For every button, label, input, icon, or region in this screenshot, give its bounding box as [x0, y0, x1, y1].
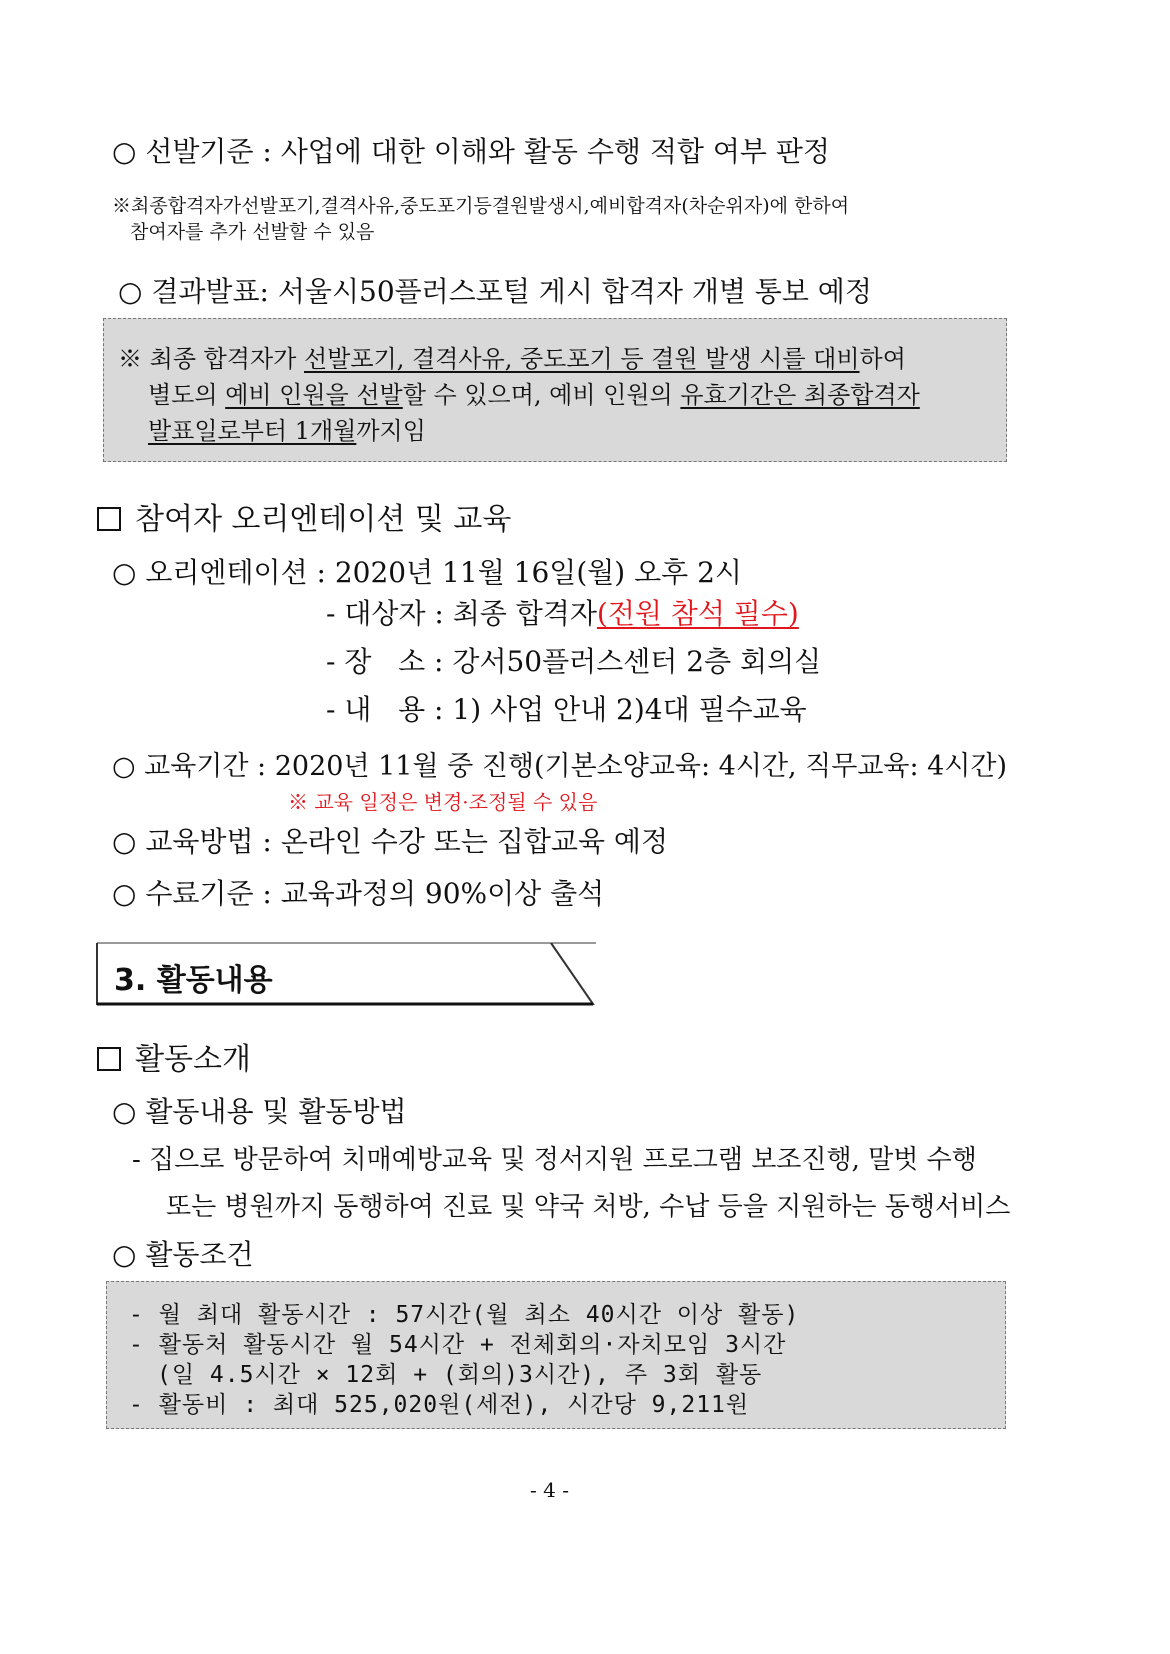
reserve-note-box [103, 318, 1007, 462]
activity-conditions-label: ○ 활동조건 [112, 1238, 254, 1271]
checkbox-square-icon [97, 507, 121, 531]
orientation-date: ○ 오리엔테이션 : 2020년 11월 16일(월) 오후 2시 [112, 556, 742, 589]
checkbox-square-icon [97, 1047, 121, 1071]
activity-heading-text: 활동소개 [135, 1042, 251, 1077]
condition-line4: - 활동비 : 최대 525,020원(세전), 시간당 9,211원 [129, 1392, 750, 1418]
orientation-heading-text: 참여자 오리엔테이션 및 교육 [135, 502, 512, 537]
reserve-note-underlined: 선발포기, 결격사유, 중도포기 등 결원 발생 시를 대비 [304, 345, 860, 373]
activity-heading [97, 1034, 251, 1078]
education-note: ※ 교육 일정은 변경·조정될 수 있음 [288, 790, 598, 814]
reserve-note-b: 할 수 있으며, 예비 인원의 [402, 381, 681, 409]
orientation-target [326, 592, 799, 632]
orientation-content: - 내 용 : 1) 사업 안내 2)4대 필수교육 [326, 693, 807, 726]
activity-description-line2: 또는 병원까지 동행하여 진료 및 약국 처방, 수납 등을 지원하는 동행서비스 [166, 1192, 1011, 1222]
reserve-note-line1 [118, 339, 906, 374]
reserve-note-underlined-4: 발표일로부터 1개월 [148, 417, 357, 445]
selection-note-line2: 참여자를 추가 선발할 수 있음 [130, 221, 375, 243]
orientation-place: - 장 소 : 강서50플러스센터 2층 회의실 [326, 645, 822, 678]
education-period: ○ 교육기간 : 2020년 11월 중 진행(기본소양교육: 4시간, 직무교육: 4시간) [112, 751, 1008, 782]
condition-line2: - 활동처 활동시간 월 54시간 + 전체회의·자치모임 3시간 [129, 1332, 787, 1358]
reserve-note-underlined-3: 유효기간은 최종합격자 [680, 381, 920, 409]
education-method: ○ 교육방법 : 온라인 수강 또는 집합교육 예정 [112, 825, 668, 858]
conditions-box [106, 1281, 1006, 1429]
selection-note-line1: ※최종합격자가선발포기,결격사유,중도포기등결원발생시,예비합격자(차순위자)에 한하여 [112, 195, 850, 217]
condition-line1: - 월 최대 활동시간 : 57시간(월 최소 40시간 이상 활동) [129, 1302, 800, 1328]
reserve-note-line3 [148, 411, 426, 446]
completion-criteria: ○ 수료기준 : 교육과정의 90%이상 출석 [112, 877, 605, 910]
reserve-note-line2 [148, 375, 920, 410]
orientation-target-required: (전원 참석 필수) [596, 597, 799, 630]
activity-description-line1: - 집으로 방문하여 치매예방교육 및 정서지원 프로그램 보조진행, 말벗 수행 [132, 1145, 977, 1175]
reserve-note-suffix: 하여 [859, 345, 906, 373]
reserve-note-a: 별도의 [148, 381, 226, 409]
reserve-note-end: 까지임 [356, 417, 426, 445]
selection-criteria: ○ 선발기준 : 사업에 대한 이해와 활동 수행 적합 여부 판정 [112, 135, 830, 168]
reserve-note-underlined-2: 예비 인원을 선발 [225, 381, 403, 409]
orientation-target-label: - 대상자 : 최종 합격자 [326, 597, 597, 630]
result-announcement: ○ 결과발표: 서울시50플러스포털 게시 합격자 개별 통보 예정 [118, 275, 872, 308]
activity-content-label: ○ 활동내용 및 활동방법 [112, 1095, 407, 1128]
page-number: - 4 - [530, 1478, 569, 1502]
orientation-heading [97, 494, 511, 538]
section-3-title: 3. 활동내용 [114, 963, 273, 998]
reserve-note-prefix: ※ 최종 합격자가 [118, 345, 304, 373]
condition-line3: (일 4.5시간 × 12회 + (회의)3시간), 주 3회 활동 [157, 1362, 763, 1388]
